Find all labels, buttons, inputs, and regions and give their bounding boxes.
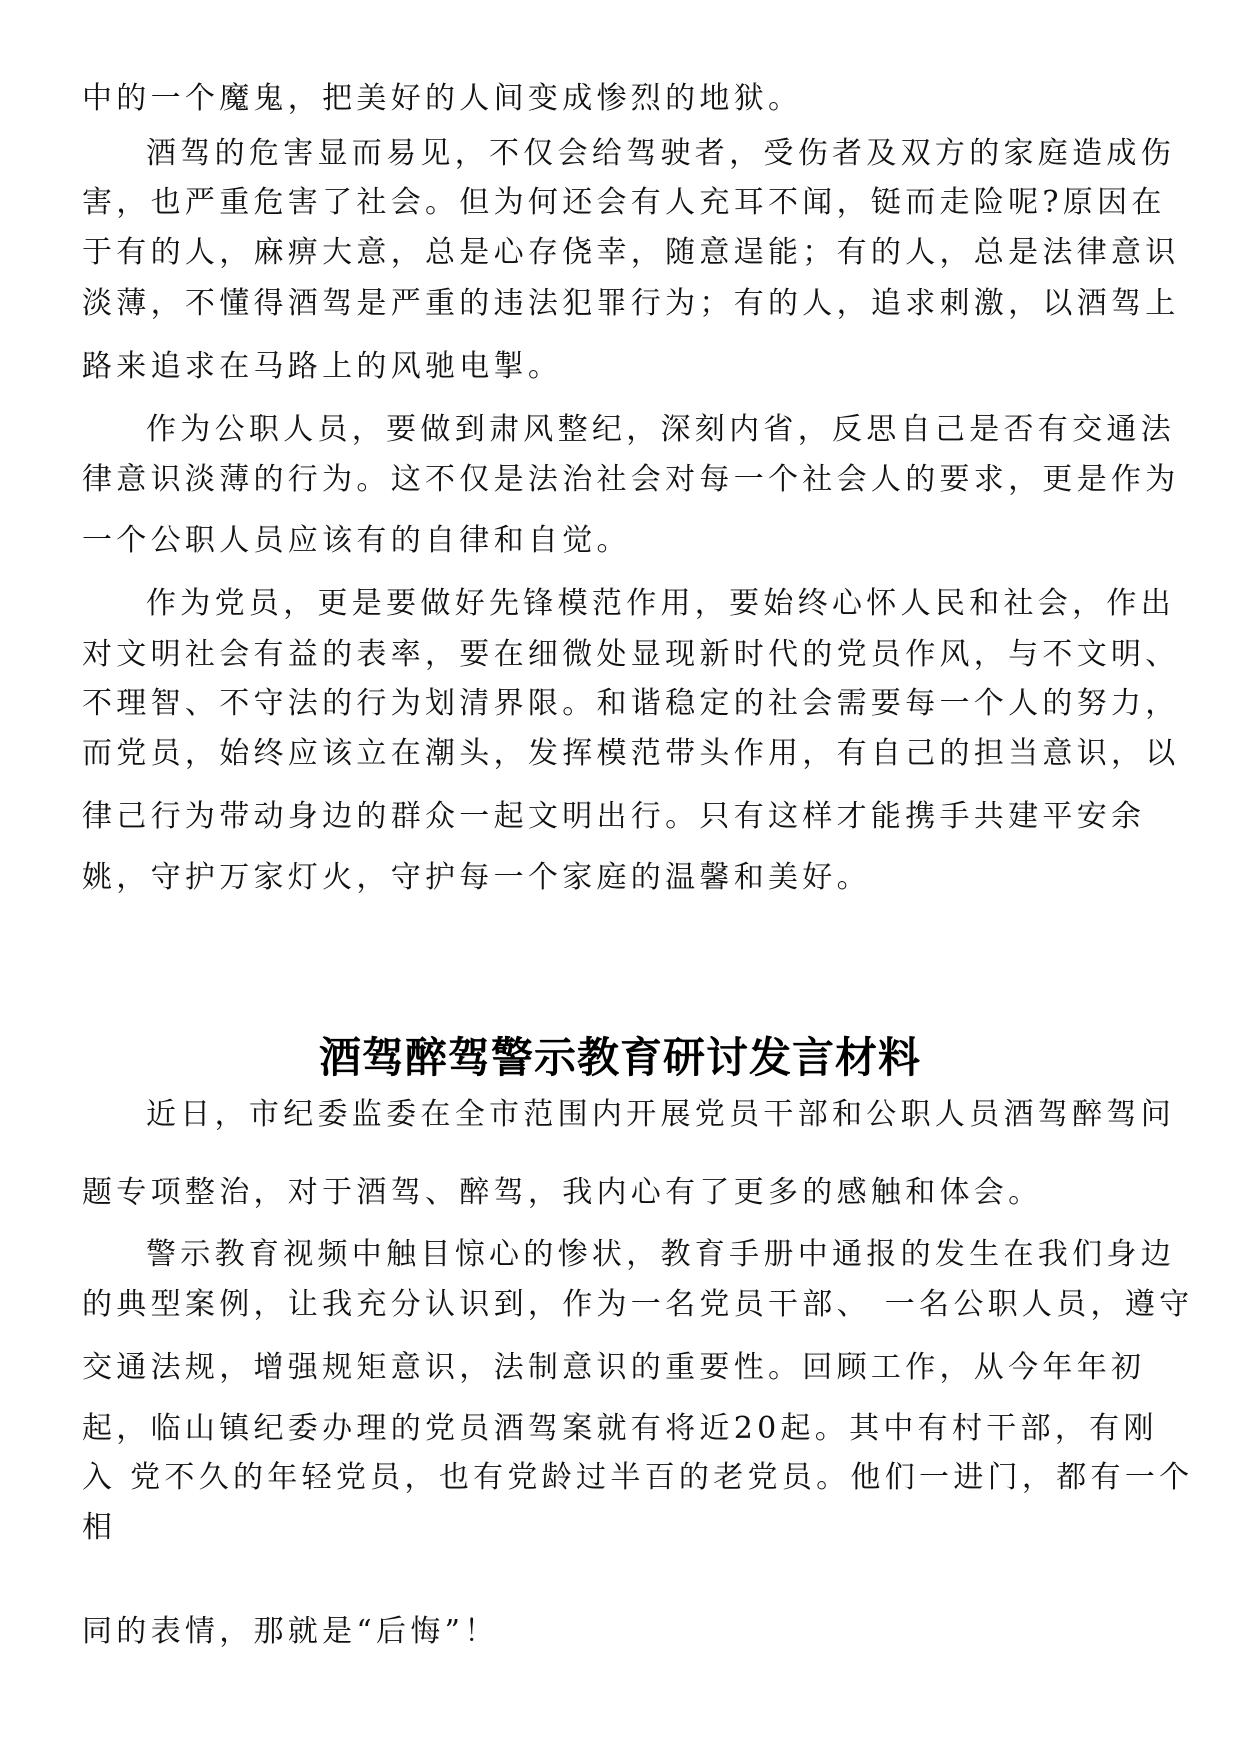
text-line: 起，临山镇纪委办理的党员酒驾案就有将近20起。其中有村干部，有刚: [82, 1411, 1158, 1446]
document-title: 酒驾醉驾警示教育研讨发言材料: [318, 1033, 921, 1082]
text-line: 害，也严重危害了社会。但为何还会有人充耳不闻，铤而走险呢?原因在: [82, 185, 1166, 220]
text-line: 中的一个魔鬼，把美好的人间变成惨烈的地狱。: [82, 81, 803, 116]
text-line: 律意识淡薄的行为。这不仅是法治社会对每一个社会人的要求，更是作为: [82, 462, 1180, 497]
text-line: 淡薄，不懂得酒驾是严重的违法犯罪行为；有的人，追求刺激，以酒驾上: [82, 286, 1180, 321]
text-line: 路来追求在马路上的风驰电掣。: [82, 349, 563, 384]
paragraph-first-line: 作为党员，更是要做好先锋模范作用，要始终心怀人民和社会，作出: [146, 586, 1175, 621]
text-line: 的典型案例，让我充分认识到，作为一名党员干部、 一名公职人员，遵守: [82, 1287, 1194, 1322]
text-line: 而党员，始终应该立在潮头，发挥模范带头作用，有自己的担当意识，以: [82, 736, 1180, 771]
text-line: 题专项整治，对于酒驾、醉驾，我内心有了更多的感触和体会。: [82, 1175, 1043, 1210]
text-line: 入 党不久的年轻党员，也有党龄过半百的老党员。他们一进门，都有一个: [82, 1460, 1194, 1495]
paragraph-first-line: 作为公职人员，要做到肃风整纪，深刻内省，反思自己是否有交通法: [146, 412, 1175, 447]
text-line: 姚，守护万家灯火，守护每一个家庭的温馨和美好。: [82, 860, 871, 895]
text-line: 于有的人，麻痹大意，总是心存侥幸，随意逞能；有的人，总是法律意识: [82, 235, 1180, 270]
text-line: 同的表情，那就是“后悔”！: [82, 1614, 499, 1649]
paragraph-first-line: 酒驾的危害显而易见，不仅会给驾驶者，受伤者及双方的家庭造成伤: [146, 136, 1175, 171]
paragraph-first-line: 近日，市纪委监委在全市范围内开展党员干部和公职人员酒驾醉驾问: [146, 1097, 1175, 1132]
text-line: 相: [82, 1510, 117, 1545]
text-line: 交通法规，增强规矩意识，法制意识的重要性。回顾工作，从今年年初: [82, 1350, 1146, 1385]
paragraph-first-line: 警示教育视频中触目惊心的惨状，教育手册中通报的发生在我们身边: [146, 1237, 1175, 1272]
text-line: 律己行为带动身边的群众一起文明出行。只有这样才能携手共建平安余: [82, 799, 1146, 834]
text-line: 一个公职人员应该有的自律和自觉。: [82, 523, 631, 558]
text-line: 不理智、不守法的行为划清界限。和谐稳定的社会需要每一个人的努力，: [82, 686, 1180, 721]
text-line: 对文明社会有益的表率，要在细微处显现新时代的党员作风，与不文明、: [82, 637, 1180, 672]
